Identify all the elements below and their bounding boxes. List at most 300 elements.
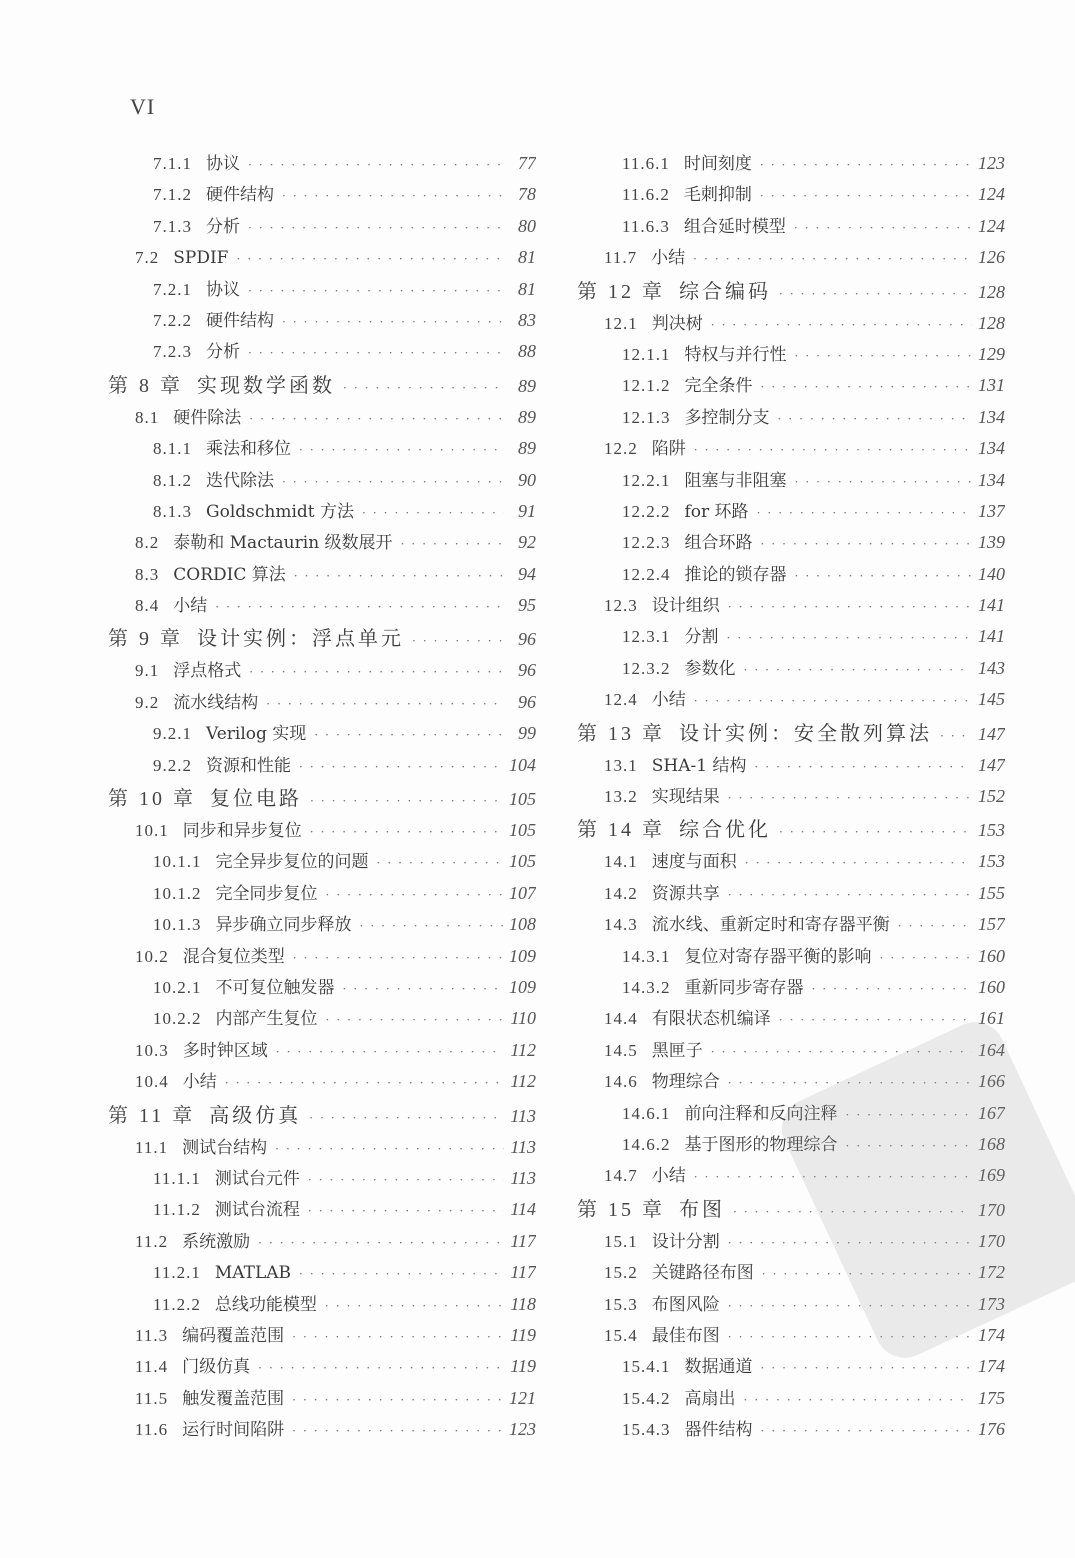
toc-entry[interactable] [577,308,1005,339]
toc-entry-number: 7.2.1 [153,279,192,299]
toc-entry-page: 110 [510,1008,536,1029]
toc-chapter-entry[interactable] [577,274,1005,308]
dot-leader [694,686,972,715]
toc-entry-page: 105 [509,820,536,841]
toc-entry-page: 113 [510,1136,536,1157]
toc-entry[interactable] [108,815,536,846]
toc-entry-number: 8.1.1 [153,439,192,459]
toc-entry-number: 12.2.3 [622,533,671,553]
toc-entry[interactable] [108,274,536,305]
toc-entry-number: 10.4 [135,1072,169,1092]
toc-entry[interactable] [108,148,536,179]
toc-entry-page: 175 [978,1387,1005,1408]
toc-entry-title: 泰勒和 Mactaurin 级数展开 [173,533,393,554]
toc-entry[interactable] [577,846,1005,877]
toc-entry[interactable] [577,370,1005,401]
dot-leader [795,561,973,590]
toc-entry-page: 139 [978,532,1005,553]
dot-leader [728,783,972,812]
toc-entry-number: 15.2 [604,1263,638,1283]
toc-entry-title: 浮点格式 [173,661,242,682]
toc-entry-number: 11.6 [135,1420,169,1440]
toc-entry-title: 设计实例：安全散列算法 [679,720,932,745]
dot-leader [282,181,504,210]
toc-entry-title: 运行时间陷阱 [182,1420,285,1441]
dot-leader [362,498,504,527]
dot-leader [940,719,972,750]
toc-entry-page: 131 [978,375,1005,396]
toc-chapter-entry[interactable] [108,368,536,402]
toc-entry-title: 特权与并行性 [684,344,787,365]
toc-entry-page: 118 [510,1293,536,1314]
toc-entry-page: 96 [518,629,536,650]
toc-entry-title: 高扇出 [684,1388,736,1409]
dot-leader [282,467,504,496]
toc-entry-title: Goldschmidt 方法 [206,501,355,522]
toc-entry[interactable] [108,1320,536,1351]
dot-leader [325,1291,504,1320]
toc-entry-number: 14.3 [604,915,638,935]
toc-entry[interactable] [108,878,536,909]
toc-entry[interactable] [577,941,1005,972]
toc-entry-page: 92 [518,532,536,553]
dot-leader [314,720,504,749]
toc-entry-number: 14.2 [604,883,638,903]
dot-leader [343,371,504,402]
dot-leader [326,880,504,909]
toc-entry-title: 流水线、重新定时和寄存器平衡 [651,915,890,936]
dot-leader [898,911,972,940]
dot-leader [779,277,972,308]
toc-entry[interactable] [577,242,1005,273]
dot-leader [299,1259,504,1288]
dot-leader [779,1005,972,1034]
toc-entry-number: 11.6.1 [622,154,670,173]
toc-entry[interactable] [108,590,536,621]
toc-entry-page: 94 [518,563,536,584]
toc-entry-page: 104 [509,754,536,775]
toc-entry-number: 15.4.1 [622,1357,671,1377]
toc-entry-page: 169 [978,1165,1005,1186]
toc-entry-number: 14.4 [604,1009,638,1029]
toc-entry-title: 复位对寄存器平衡的影响 [684,946,872,967]
toc-entry-number: 11.2.2 [153,1294,201,1314]
toc-entry-title: 综合优化 [679,817,771,842]
toc-entry-page: 174 [978,1356,1005,1377]
toc-entry-number: 14.7 [604,1166,638,1186]
toc-entry-page: 88 [518,341,536,362]
toc-entry-page: 134 [978,438,1005,459]
dot-leader [744,1385,973,1414]
toc-entry-number: 11.2 [135,1231,169,1251]
toc-entry-number: 11.1 [135,1137,169,1157]
toc-entry-number: 第 11 章 [108,1104,196,1127]
toc-entry[interactable] [577,1383,1005,1414]
toc-entry-title: 硬件结构 [206,310,274,331]
toc-entry-number: 14.6.2 [622,1134,671,1154]
toc-entry-page: 152 [978,786,1005,807]
toc-entry-title: 小结 [651,1166,686,1187]
toc-entry-title: Verilog 实现 [206,724,307,745]
toc-entry-title: 前向注释和反向注释 [684,1103,838,1124]
toc-entry-page: 117 [510,1230,536,1251]
toc-entry[interactable] [108,242,536,273]
dot-leader [761,372,973,401]
toc-entry-page: 147 [978,723,1005,744]
toc-entry[interactable] [108,846,536,877]
toc-entry[interactable] [108,179,536,210]
toc-entry-title: 设计组织 [651,596,720,617]
toc-entry-title: 硬件除法 [173,407,242,428]
toc-entry[interactable] [577,653,1005,684]
toc-entry-page: 128 [978,312,1005,333]
toc-entry-page: 113 [510,1105,536,1126]
toc-entry-page: 81 [518,278,536,299]
toc-entry[interactable] [108,1414,536,1445]
toc-entry-title: 分析 [206,216,240,237]
toc-entry[interactable] [108,687,536,718]
dot-leader [412,624,504,655]
toc-entry-number: 9.1 [135,661,160,681]
dot-leader [779,815,972,846]
toc-entry-page: 112 [510,1039,536,1060]
toc-entry[interactable] [108,433,536,464]
toc-entry-title: 综合编码 [679,278,771,303]
toc-entry-number: 8.2 [135,533,160,553]
toc-entry-page: 141 [978,595,1005,616]
toc-entry[interactable] [577,179,1005,210]
toc-entry[interactable] [108,1257,536,1288]
toc-entry[interactable] [108,1351,536,1382]
toc-entry-number: 第 14 章 [577,819,665,842]
toc-entry-number: 12.1.2 [622,376,671,396]
toc-entry-title: 完全异步复位的问题 [215,852,369,873]
toc-entry-page: 107 [509,882,536,903]
dot-leader [693,244,972,273]
toc-entry[interactable] [108,336,536,367]
dot-leader [292,1385,503,1414]
toc-entry-title: 判决树 [651,313,703,334]
dot-leader [310,784,503,815]
toc-entry-title: 物理综合 [651,1072,720,1093]
toc-entry[interactable] [108,1003,536,1034]
dot-leader [760,181,972,210]
toc-entry-page: 113 [510,1167,536,1188]
dot-leader [294,561,504,590]
toc-entry-number: 13.2 [604,787,638,807]
toc-entry-page: 129 [978,343,1005,364]
toc-entry-number: 11.2.1 [153,1263,201,1283]
toc-entry-title: 高级仿真 [209,1102,302,1127]
toc-entry-page: 121 [509,1387,536,1408]
toc-entry-title: 布图 [679,1196,725,1221]
toc-entry-title: 不可复位触发器 [215,977,335,998]
dot-leader [401,529,504,558]
toc-entry[interactable] [108,305,536,336]
toc-entry-page: 83 [518,309,536,330]
dot-leader [282,307,504,336]
toc-entry-page: 123 [509,1419,536,1440]
dot-leader [760,150,972,179]
toc-entry-title: 触发覆盖范围 [182,1388,285,1409]
toc-entry-title: 异步确立同步释放 [215,915,352,936]
toc-entry-title: 时间刻度 [683,154,752,174]
toc-entry-title: SPDIF [173,248,229,269]
dot-leader [248,338,504,367]
toc-entry[interactable] [577,496,1005,527]
toc-entry-page: 140 [978,563,1005,584]
dot-leader [248,150,504,179]
toc-entry[interactable] [577,684,1005,715]
toc-entry-number: 12.2.4 [622,564,671,584]
toc-entry-title: 内部产生复位 [215,1009,318,1030]
toc-entry-number: 11.3 [135,1325,169,1345]
toc-entry[interactable] [577,527,1005,558]
toc-entry[interactable] [108,1226,536,1257]
toc-entry-number: 第 12 章 [577,280,665,303]
toc-entry-title: 迭代除法 [206,470,274,491]
toc-entry-page: 168 [978,1133,1005,1154]
toc-entry[interactable] [577,1351,1005,1382]
toc-entry-number: 10.1.2 [153,883,202,903]
toc-entry-title: SHA-1 结构 [651,755,747,776]
toc-entry[interactable] [577,972,1005,1003]
toc-entry[interactable] [108,909,536,940]
toc-entry[interactable] [108,1132,536,1163]
toc-entry-page: 80 [518,215,536,236]
dot-leader [308,1196,504,1225]
toc-entry-number: 11.7 [604,248,638,268]
dot-leader [308,1165,504,1194]
toc-entry-page: 109 [509,945,536,966]
toc-entry[interactable] [108,496,536,527]
toc-entry-number: 14.1 [604,852,638,872]
toc-entry-title: CORDIC 算法 [173,564,286,585]
dot-leader [711,310,972,339]
toc-entry[interactable] [108,559,536,590]
toc-entry-title: 测试台元件 [214,1168,300,1189]
toc-entry-number: 12.2 [604,439,638,459]
toc-entry[interactable] [577,211,1005,242]
toc-entry-title: 实现数学函数 [197,372,335,397]
toc-entry[interactable] [577,781,1005,812]
toc-entry-title: 资源共享 [651,883,720,904]
toc-entry-number: 7.1.3 [153,216,192,236]
dot-leader [249,404,504,433]
toc-entry[interactable] [577,621,1005,652]
toc-entry-page: 78 [518,184,536,205]
toc-entry-title: 基于图形的物理综合 [684,1134,838,1155]
toc-entry[interactable] [108,1383,536,1414]
dot-leader [728,880,972,909]
toc-entry-number: 12.1.3 [622,407,671,427]
toc-entry-title: 系统激励 [182,1231,251,1252]
toc-entry-page: 145 [978,689,1005,710]
toc-entry[interactable] [108,1163,536,1194]
dot-leader [266,689,504,718]
dot-leader [299,752,503,781]
dot-leader [310,817,503,846]
toc-entry-page: 155 [978,882,1005,903]
toc-entry-page: 112 [510,1071,536,1092]
dot-leader [880,943,973,972]
toc-entry[interactable] [577,878,1005,909]
toc-entry[interactable] [108,1066,536,1097]
toc-entry-page: 172 [978,1262,1005,1283]
toc-entry[interactable] [108,941,536,972]
toc-entry-number: 14.5 [604,1040,638,1060]
dot-leader [258,1353,504,1382]
dot-leader [299,435,504,464]
toc-entry-title: 布图风险 [651,1294,720,1315]
toc-entry-title: 关键路径布图 [651,1263,754,1284]
toc-entry-page: 109 [509,976,536,997]
dot-leader [794,213,972,242]
toc-entry-page: 119 [510,1324,536,1345]
toc-entry-title: 实现结果 [651,787,720,808]
toc-entry[interactable] [108,718,536,749]
toc-entry-number: 8.1 [135,407,160,427]
toc-entry[interactable] [108,1035,536,1066]
toc-chapter-entry[interactable] [577,812,1005,846]
toc-entry-page: 134 [978,406,1005,427]
toc-entry-number: 12.3.1 [622,627,671,647]
toc-entry-title: 黑匣子 [651,1040,703,1061]
toc-entry-number: 15.1 [604,1231,638,1251]
toc-entry-page: 167 [978,1102,1005,1123]
toc-entry-number: 12.3.2 [622,658,671,678]
toc-entry-title: 小结 [173,596,208,617]
toc-entry-page: 119 [510,1356,536,1377]
dot-leader [812,974,973,1003]
toc-entry-title: 设计实例：浮点单元 [197,626,404,651]
toc-entry[interactable] [577,339,1005,370]
toc-entry[interactable] [108,972,536,1003]
toc-entry[interactable] [108,750,536,781]
toc-entry[interactable] [577,1003,1005,1034]
toc-entry-page: 96 [518,660,536,681]
toc-entry-number: 8.3 [135,564,160,584]
toc-entry-number: 10.2 [135,946,169,966]
toc-entry[interactable] [577,559,1005,590]
dot-leader [761,529,973,558]
toc-entry-number: 10.1.1 [153,852,202,872]
toc-entry-title: 毛刺抑制 [683,185,752,206]
toc-entry-title: 分割 [684,627,719,648]
toc-entry-title: 协议 [206,154,240,174]
toc-chapter-entry[interactable] [108,781,536,815]
toc-entry-number: 第 15 章 [577,1198,665,1221]
toc-entry-page: 161 [978,1008,1005,1029]
toc-entry[interactable] [108,527,536,558]
toc-entry-title: 器件结构 [684,1420,753,1441]
toc-entry-page: 105 [509,851,536,872]
toc-entry-title: 混合复位类型 [182,946,285,967]
toc-entry-number: 9.2.1 [153,724,192,744]
toc-entry[interactable] [577,433,1005,464]
toc-entry-page: 137 [978,500,1005,521]
toc-entry[interactable] [108,211,536,242]
toc-entry-page: 89 [518,406,536,427]
toc-entry-page: 89 [518,438,536,459]
toc-entry[interactable] [108,402,536,433]
toc-entry[interactable] [577,590,1005,621]
toc-entry-page: 124 [978,184,1005,205]
toc-entry-page: 128 [978,281,1005,302]
toc-left-column [108,148,536,1445]
toc-entry-title: 数据通道 [684,1357,753,1378]
toc-entry-number: 第 10 章 [108,788,196,811]
toc-entry-page: 99 [518,723,536,744]
toc-chapter-entry[interactable] [108,621,536,655]
toc-entry[interactable] [577,402,1005,433]
toc-entry-title: 小结 [651,690,686,711]
dot-leader [292,1416,503,1445]
dot-leader [754,752,972,781]
toc-entry-title: 有限状态机编译 [651,1009,771,1030]
toc-entry[interactable] [577,1414,1005,1445]
toc-entry-page: 141 [978,626,1005,647]
toc-entry-number: 7.2.3 [153,342,192,362]
toc-entry-title: 陷阱 [651,439,686,460]
toc-chapter-entry[interactable] [577,716,1005,750]
dot-leader [309,1101,504,1132]
toc-entry-number: 14.6.1 [622,1103,671,1123]
dot-leader [745,848,972,877]
toc-entry-page: 160 [978,976,1005,997]
toc-entry-number: 7.1.1 [153,154,192,173]
toc-entry-page: 164 [978,1039,1005,1060]
dot-leader [343,974,504,1003]
toc-entry-page: 160 [978,945,1005,966]
toc-entry-number: 10.2.2 [153,1009,202,1029]
dot-leader [326,1005,505,1034]
toc-entry-number: 11.6.2 [622,185,670,205]
toc-entry[interactable] [108,1289,536,1320]
toc-entry-page: 157 [978,914,1005,935]
toc-entry[interactable] [577,909,1005,940]
toc-entry-number: 12.2.2 [622,501,671,521]
toc-entry-title: 复位电路 [210,786,302,811]
toc-entry-number: 11.1.1 [153,1168,201,1188]
toc-entry-title: 最佳布图 [651,1325,720,1346]
toc-entry-number: 15.3 [604,1294,638,1314]
toc-chapter-entry[interactable] [108,1098,536,1132]
toc-entry[interactable] [108,655,536,686]
toc-entry-number: 11.5 [135,1388,169,1408]
toc-entry-number: 14.3.2 [622,977,671,997]
toc-entry-title: 编码覆盖范围 [182,1325,285,1346]
toc-entry[interactable] [577,750,1005,781]
toc-entry-page: 105 [509,789,536,810]
dot-leader [249,657,504,686]
toc-entry-number: 12.1 [604,313,638,333]
toc-entry[interactable] [108,1194,536,1225]
toc-entry-number: 8.1.3 [153,501,192,521]
toc-entry-number: 14.6 [604,1072,638,1092]
toc-entry-page: 153 [978,851,1005,872]
toc-entry-number: 9.2.2 [153,755,192,775]
toc-entry-title: 多控制分支 [684,407,770,428]
toc-entry-number: 10.2.1 [153,977,202,997]
toc-entry-number: 12.3 [604,596,638,616]
toc-entry[interactable] [108,465,536,496]
toc-entry[interactable] [577,148,1005,179]
toc-entry-page: 96 [518,691,536,712]
toc-entry[interactable] [577,465,1005,496]
dot-leader [215,592,504,621]
toc-entry-title: 完全同步复位 [215,883,318,904]
